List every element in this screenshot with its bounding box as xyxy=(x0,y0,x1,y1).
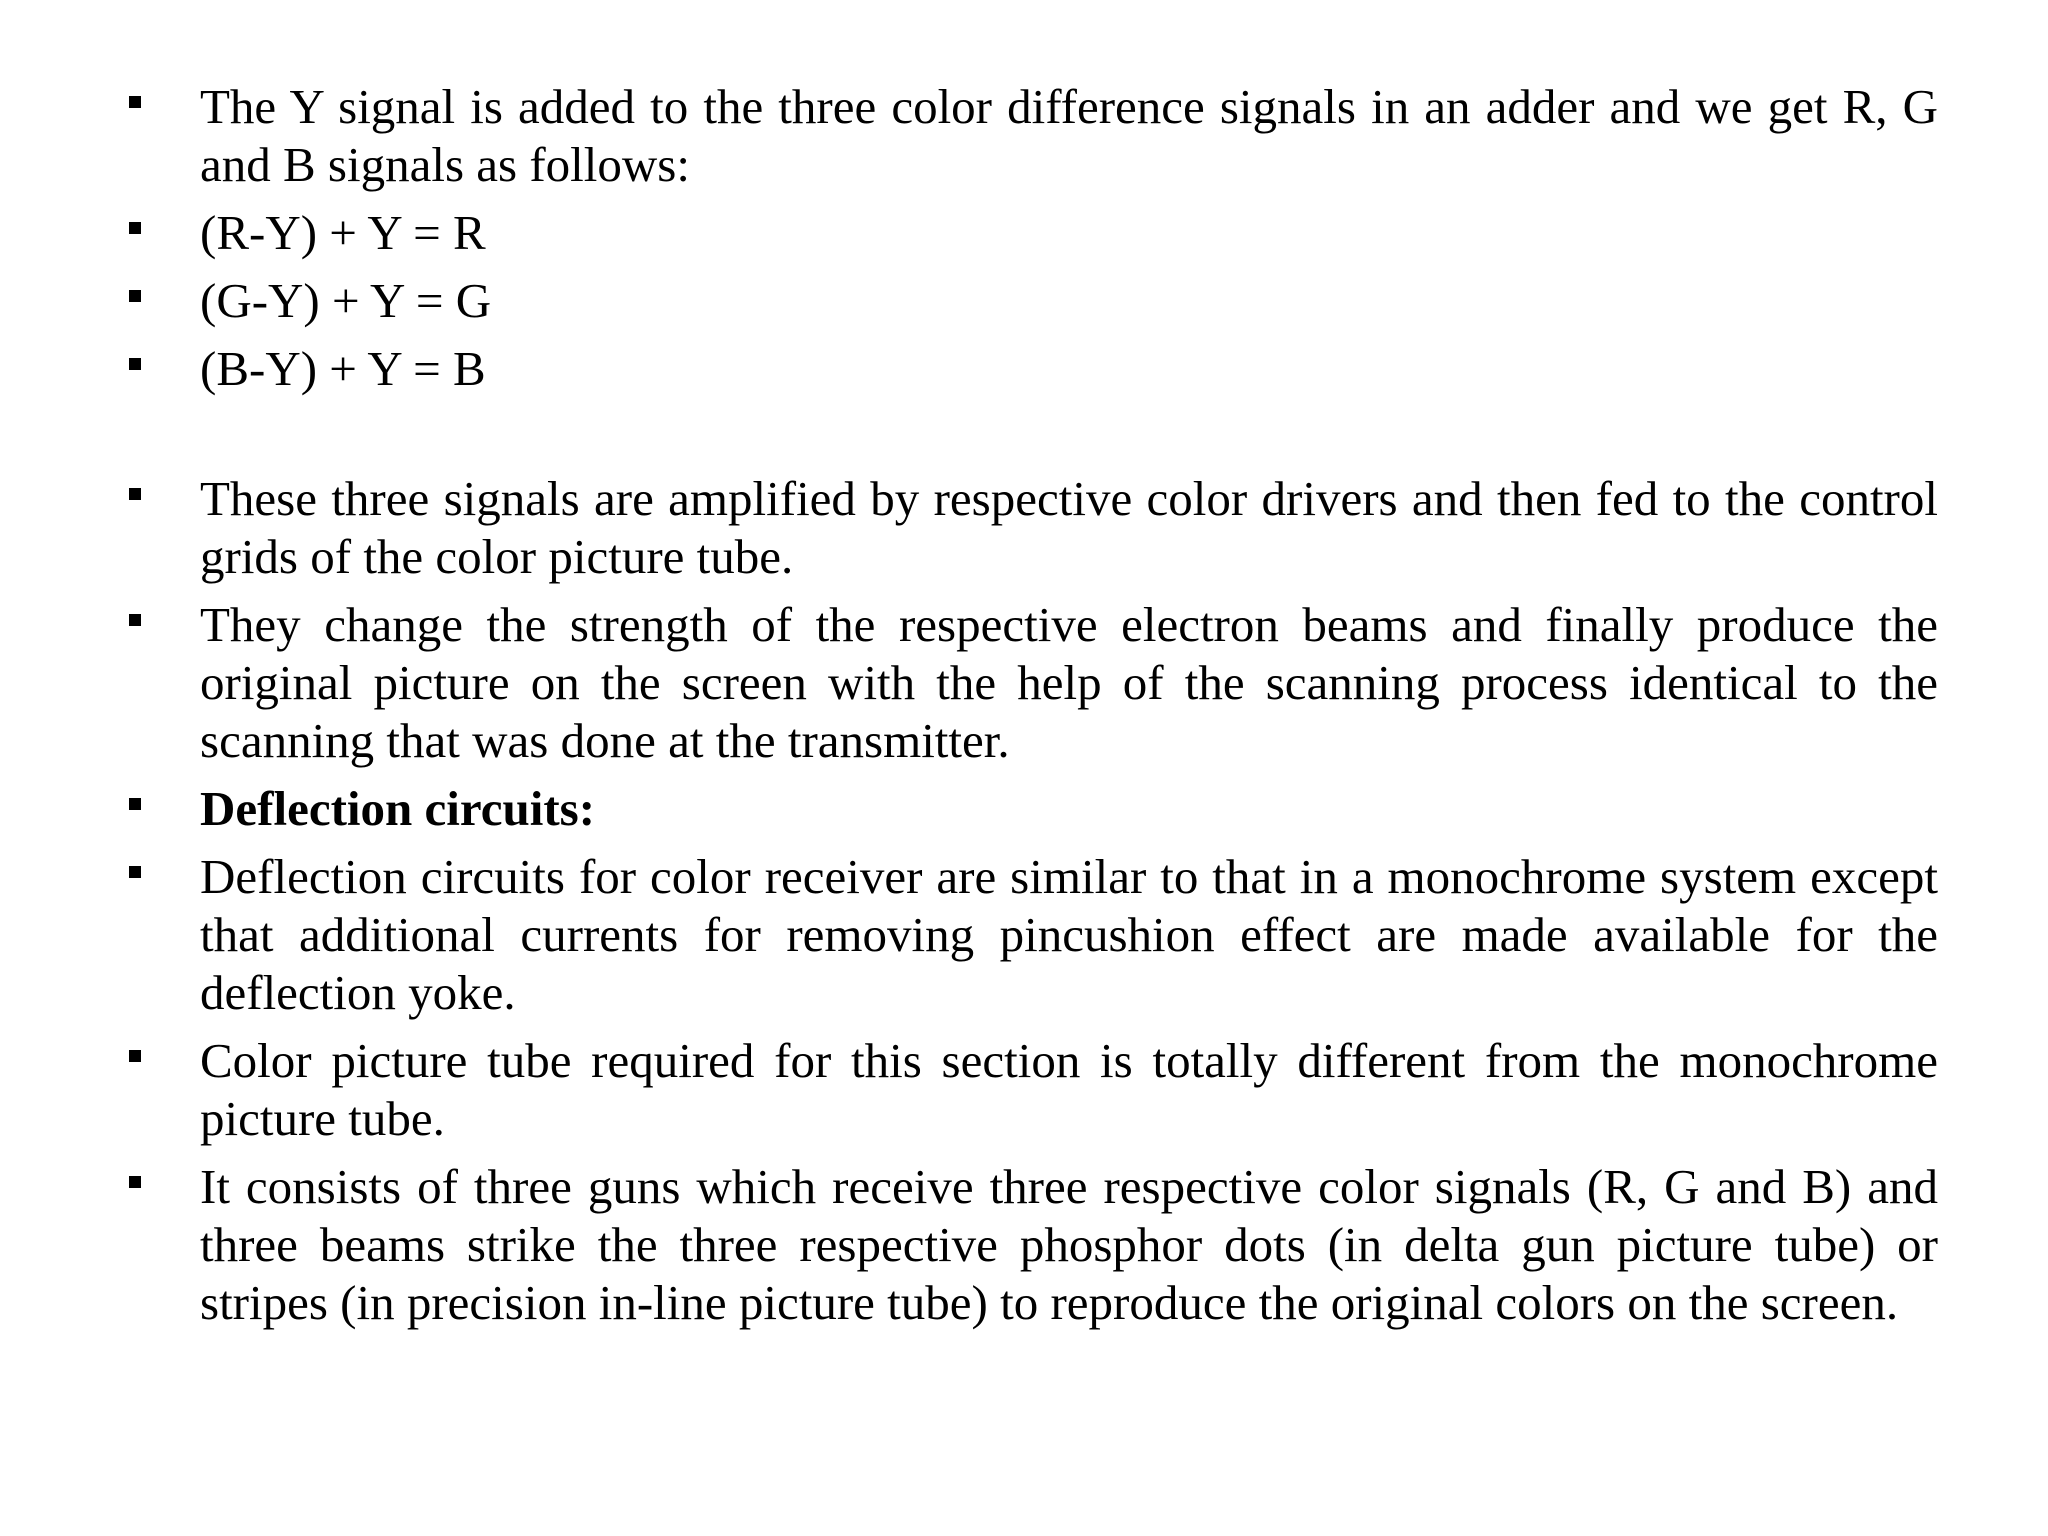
bullet-item xyxy=(118,340,1938,398)
bullet-item xyxy=(118,204,1938,262)
bullet-item xyxy=(118,596,1938,770)
square-bullet-icon xyxy=(118,340,200,398)
square-bullet-icon xyxy=(118,848,200,906)
bullet-text: The Y signal is added to the three color difference signals in an adder and we get R, G and B signals as follows: xyxy=(200,79,1938,192)
bullet-item xyxy=(118,78,1938,194)
square-bullet-icon xyxy=(118,1158,200,1216)
square-bullet-icon xyxy=(118,780,200,838)
spacer xyxy=(118,408,1938,470)
bullet-item xyxy=(118,470,1938,586)
bullet-text: Deflection circuits for color receiver are similar to that in a monochrome system except that additional currents for removing pincushion effect are made available for the deflection yoke. xyxy=(200,849,1938,1020)
equation-text: (G-Y) + Y = G xyxy=(200,273,492,328)
bullet-item xyxy=(118,1032,1938,1148)
bullet-text: Color picture tube required for this section is totally different from the monochrome picture tube. xyxy=(200,1033,1938,1146)
square-bullet-icon xyxy=(118,78,200,136)
equation-text: (R-Y) + Y = R xyxy=(200,205,486,260)
equation-text: (B-Y) + Y = B xyxy=(200,341,486,396)
bullet-text: These three signals are amplified by respective color drivers and then fed to the control grids of the color picture tube. xyxy=(200,471,1938,584)
bullet-item xyxy=(118,780,1938,838)
square-bullet-icon xyxy=(118,204,200,262)
bullet-item xyxy=(118,272,1938,330)
square-bullet-icon xyxy=(118,272,200,330)
bullet-text: They change the strength of the respective electron beams and finally produce the original picture on the screen with the help of the scanning process identical to the scanning that was done at the transmitter. xyxy=(200,597,1938,768)
square-bullet-icon xyxy=(118,596,200,654)
bullet-item xyxy=(118,1158,1938,1332)
bullet-text: It consists of three guns which receive three respective color signals (R, G and B) and three beams strike the three respective phosphor dots (in delta gun picture tube) or stripes (in precision in-line picture tube) to reproduce the original colors on the screen. xyxy=(200,1159,1938,1330)
square-bullet-icon xyxy=(118,470,200,528)
square-bullet-icon xyxy=(118,1032,200,1090)
bullet-item xyxy=(118,848,1938,1022)
bullet-list xyxy=(118,78,1938,1342)
section-heading: Deflection circuits: xyxy=(200,781,596,836)
